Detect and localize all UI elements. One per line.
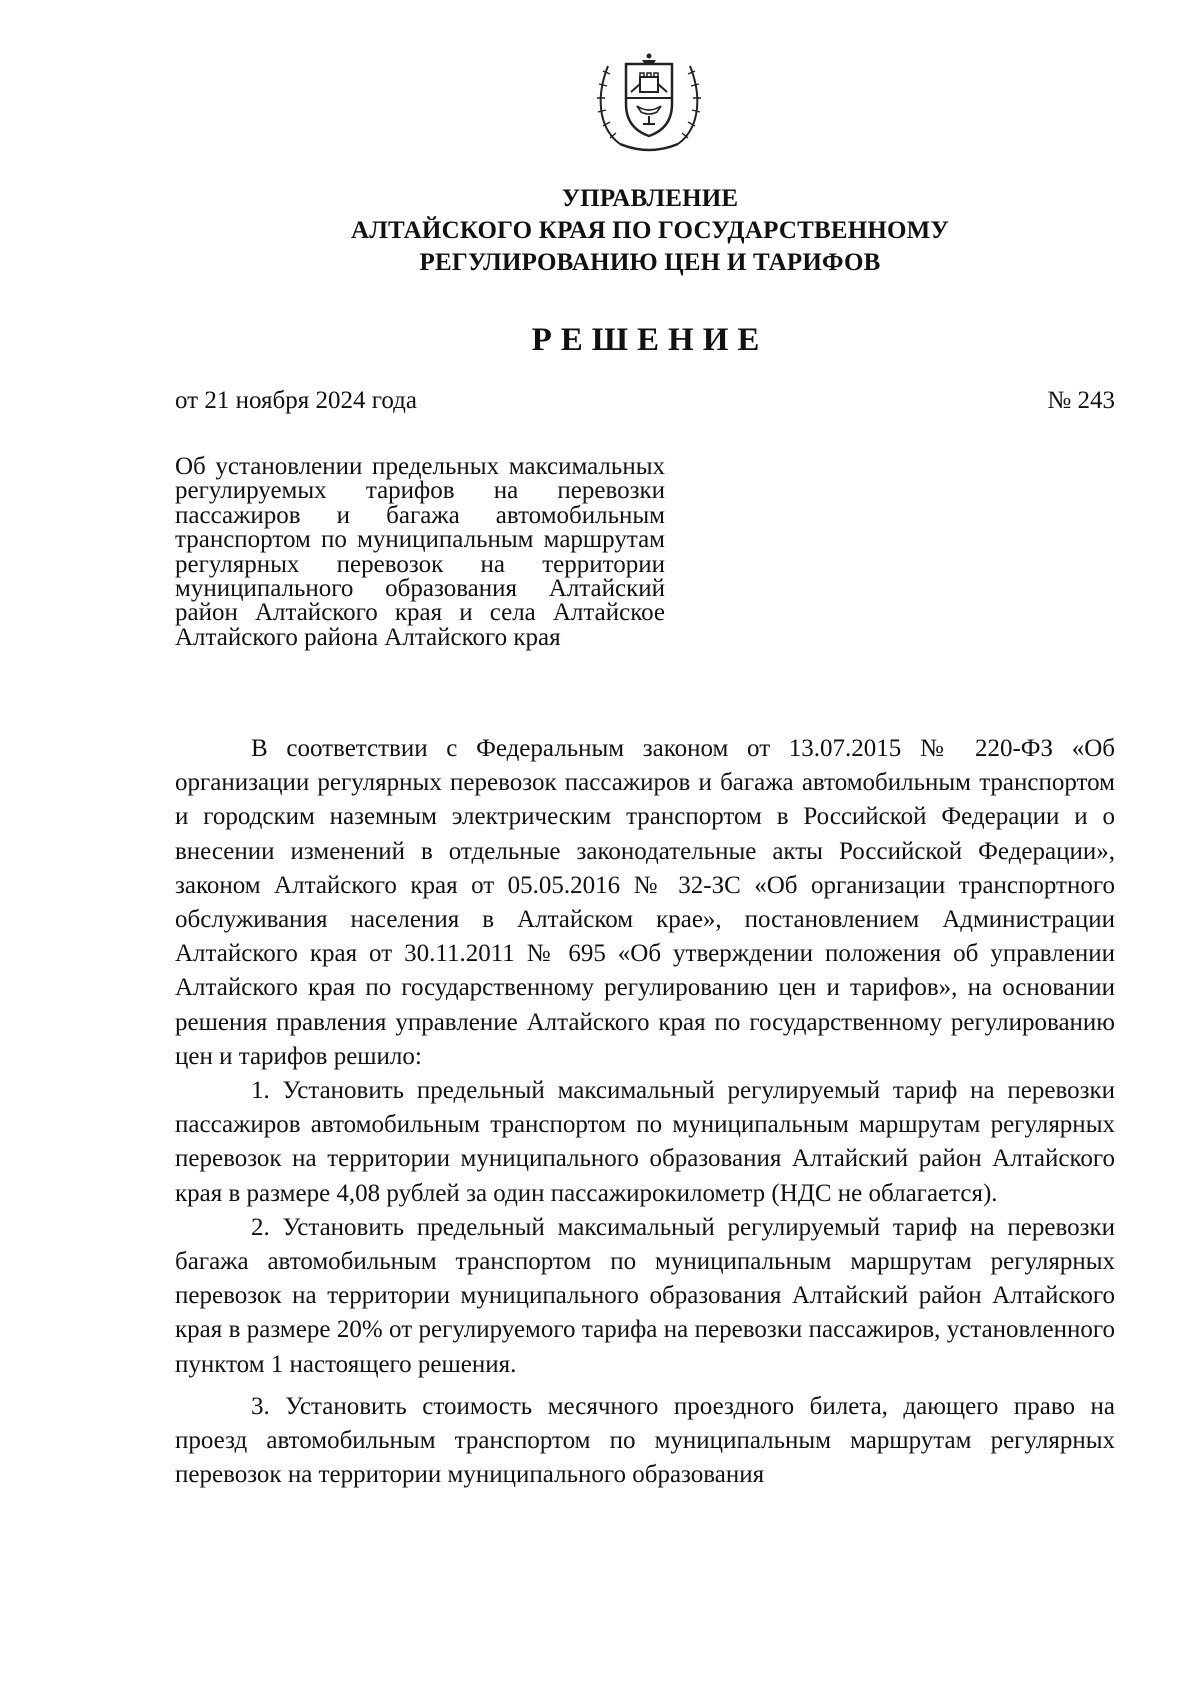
- document-number: № 243: [1047, 387, 1115, 414]
- item-1-paragraph: 1. Установить предельный максимальный регулируемый тариф на перевозки пассажиров автомобильным транспортом по муниципальным маршрутам регулярных перевозок на территории муниципального образования Алтайский район Алтайского края в размере 4,08 рублей за один пассажирокилометр (НДС не облагается).: [175, 1077, 1115, 1207]
- document-subject: Об установлении предельных максимальных регулируемых тарифов на перевозки пассажиров и багажа автомобильным транспортом по муниципальным маршрутам регулярных перевозок на территории муниципального образования Алтайский район Алтайского края и села Алтайское Алтайского района Алтайского края: [175, 453, 665, 651]
- altai-coat-of-arms-icon: [590, 44, 708, 154]
- org-line-2: АЛТАЙСКОГО КРАЯ ПО ГОСУДАРСТВЕННОМУ: [350, 217, 950, 244]
- item-3-paragraph: 3. Установить стоимость месячного проездного билета, дающего право на проезд автомобильным транспортом по муниципальным маршрутам регулярных перевозок на территории муниципального образования: [175, 1392, 1115, 1489]
- preamble-paragraph: В соответствии с Федеральным законом от 13.07.2015 № 220-ФЗ «Об организации регулярных перевозок пассажиров и багажа автомобильным транспортом и городским наземным электрическим транспортом в Российской Федерации и о внесении изменений в отдельные законодательные акты Российской Федерации», законом Алтайского края от 05.05.2016 № 32-ЗС «Об организации транспортного обслуживания населения в Алтайском крае», постановлением Администрации Алтайского края от 30.11.2011 № 695 «Об утверждении положения об управлении Алтайского края по государственному регулированию цен и тарифов», на основании решения правления управление Алтайского края по государственному регулированию цен и тарифов решило:: [175, 735, 1115, 1070]
- document-title: РЕШЕНИЕ: [531, 322, 769, 358]
- document-date: от 21 ноября 2024 года: [175, 387, 417, 414]
- item-2-paragraph: 2. Установить предельный максимальный регулируемый тариф на перевозки багажа автомобильным транспортом по муниципальным маршрутам регулярных перевозок на территории муниципального образования Алтайский район Алтайского края в размере 20% от регулируемого тарифа на перевозки пассажиров, установленного пунктом 1 настоящего решения.: [175, 1213, 1115, 1378]
- document-body: [175, 732, 1115, 1492]
- org-line-3: РЕГУЛИРОВАНИЮ ЦЕН И ТАРИФОВ: [419, 249, 881, 276]
- organization-name: [250, 183, 1050, 279]
- org-line-1: УПРАВЛЕНИЕ: [561, 185, 739, 212]
